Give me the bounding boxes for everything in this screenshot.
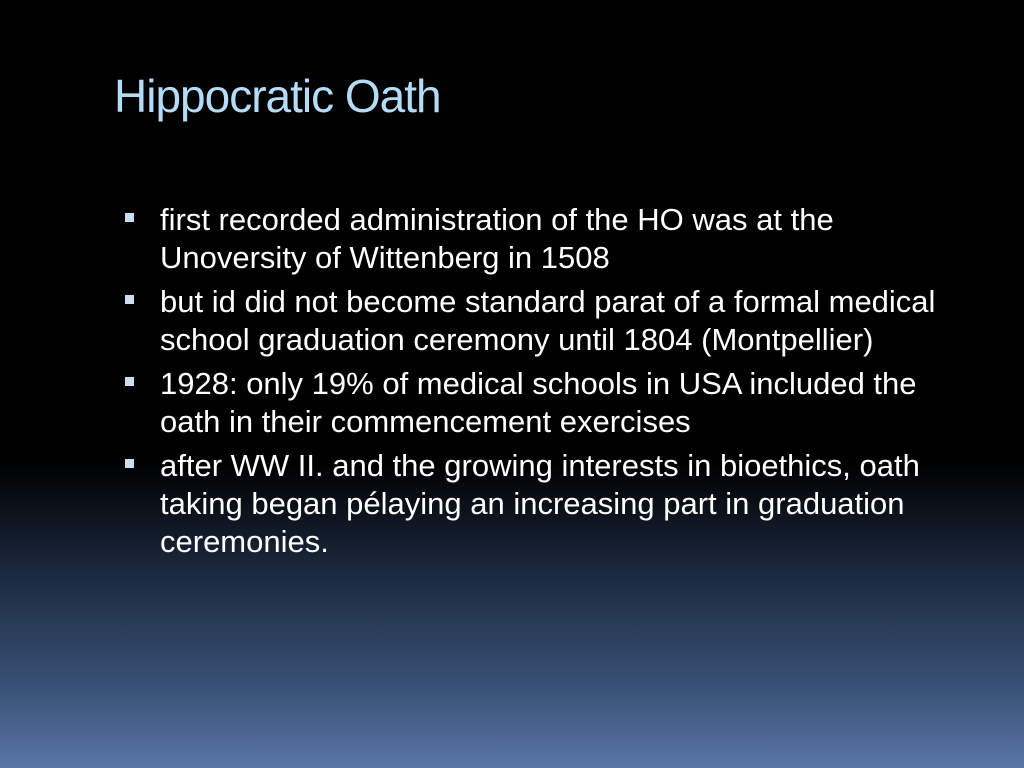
square-bullet-icon	[125, 377, 134, 386]
square-bullet-icon	[125, 459, 134, 468]
slide-title: Hippocratic Oath	[114, 70, 441, 122]
bullet-text: first recorded administration of the HO was at the Unoversity of Wittenberg in 1508	[160, 202, 834, 275]
bullet-item	[118, 365, 978, 441]
bullet-item	[118, 201, 978, 277]
bullet-item	[118, 283, 978, 359]
bullet-text: after WW II. and the growing interests in bioethics, oath taking began pélaying an increasing part in graduation ceremonies.	[160, 448, 920, 559]
square-bullet-icon	[125, 213, 134, 222]
bullet-item	[118, 447, 978, 561]
bullet-text: but id did not become standard parat of a formal medical school graduation ceremony until 1804 (Montpellier)	[160, 284, 936, 357]
bullet-list	[118, 201, 978, 567]
square-bullet-icon	[125, 295, 134, 304]
bullet-text: 1928: only 19% of medical schools in USA included the oath in their commencement exercises	[160, 366, 917, 439]
